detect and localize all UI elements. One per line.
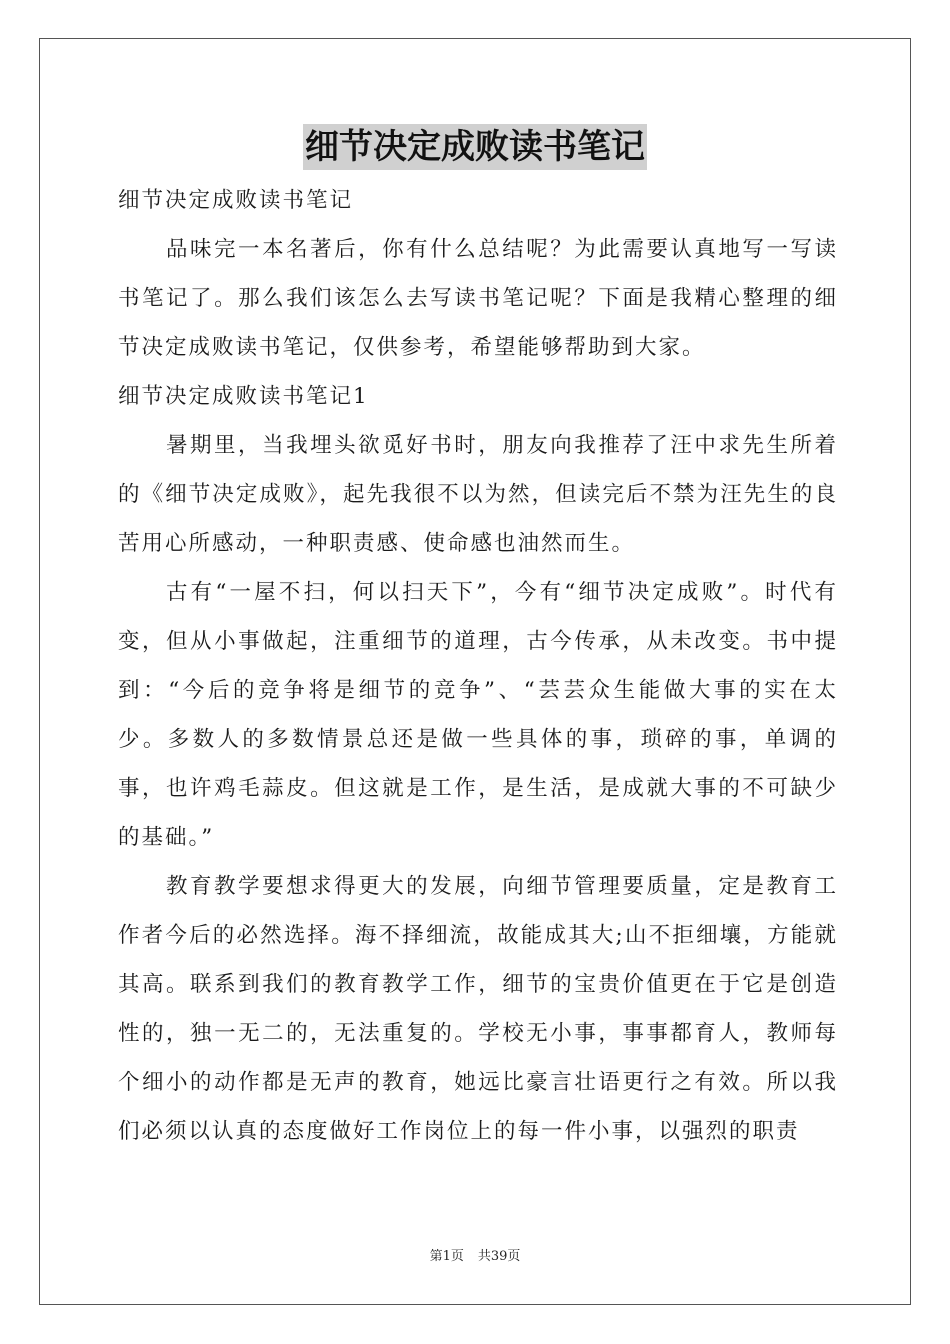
paragraph-body: 古有“一屋不扫，何以扫天下”，今有“细节决定成败”。时代有变，但从小事做起，注重细节的道理，古今传承，从未改变。书中提到：“今后的竞争将是细节的竞争”、“芸芸众生能做大事的实在太少。多数人的多数情景总还是做一些具体的事，琐碎的事，单调的事，也许鸡毛蒜皮。但这就是工作，是生活，是成就大事的不可缺少的基础。” [118, 580, 838, 850]
document-body [118, 176, 838, 1156]
paragraph-body: 暑期里，当我埋头欲觅好书时，朋友向我推荐了汪中求先生所着的《细节决定成败》，起先我很不以为然，但读完后不禁为汪先生的良苦用心所感动，一种职责感、使命感也油然而生。 [118, 433, 838, 556]
page-number: 第1页 [429, 1249, 464, 1264]
document-title: 细节决定成败读书笔记 [303, 124, 647, 170]
page-footer [0, 1245, 950, 1264]
title-container [0, 124, 950, 170]
page-total: 共39页 [477, 1249, 521, 1264]
paragraph-section-heading: 细节决定成败读书笔记1 [118, 384, 369, 409]
paragraph-intro: 品味完一本名著后，你有什么总结呢？为此需要认真地写一写读书笔记了。那么我们该怎么去写读书笔记呢？下面是我精心整理的细节决定成败读书笔记，仅供参考，希望能够帮助到大家。 [118, 237, 838, 360]
paragraph-body: 教育教学要想求得更大的发展，向细节管理要质量，定是教育工作者今后的必然选择。海不择细流，故能成其大;山不拒细壤，方能就其高。联系到我们的教育教学工作，细节的宝贵价值更在于它是创造性的，独一无二的，无法重复的。学校无小事，事事都育人，教师每个细小的动作都是无声的教育，她远比豪言壮语更行之有效。所以我们必须以认真的态度做好工作岗位上的每一件小事，以强烈的职责 [118, 874, 838, 1144]
paragraph-subtitle: 细节决定成败读书笔记 [118, 188, 354, 213]
